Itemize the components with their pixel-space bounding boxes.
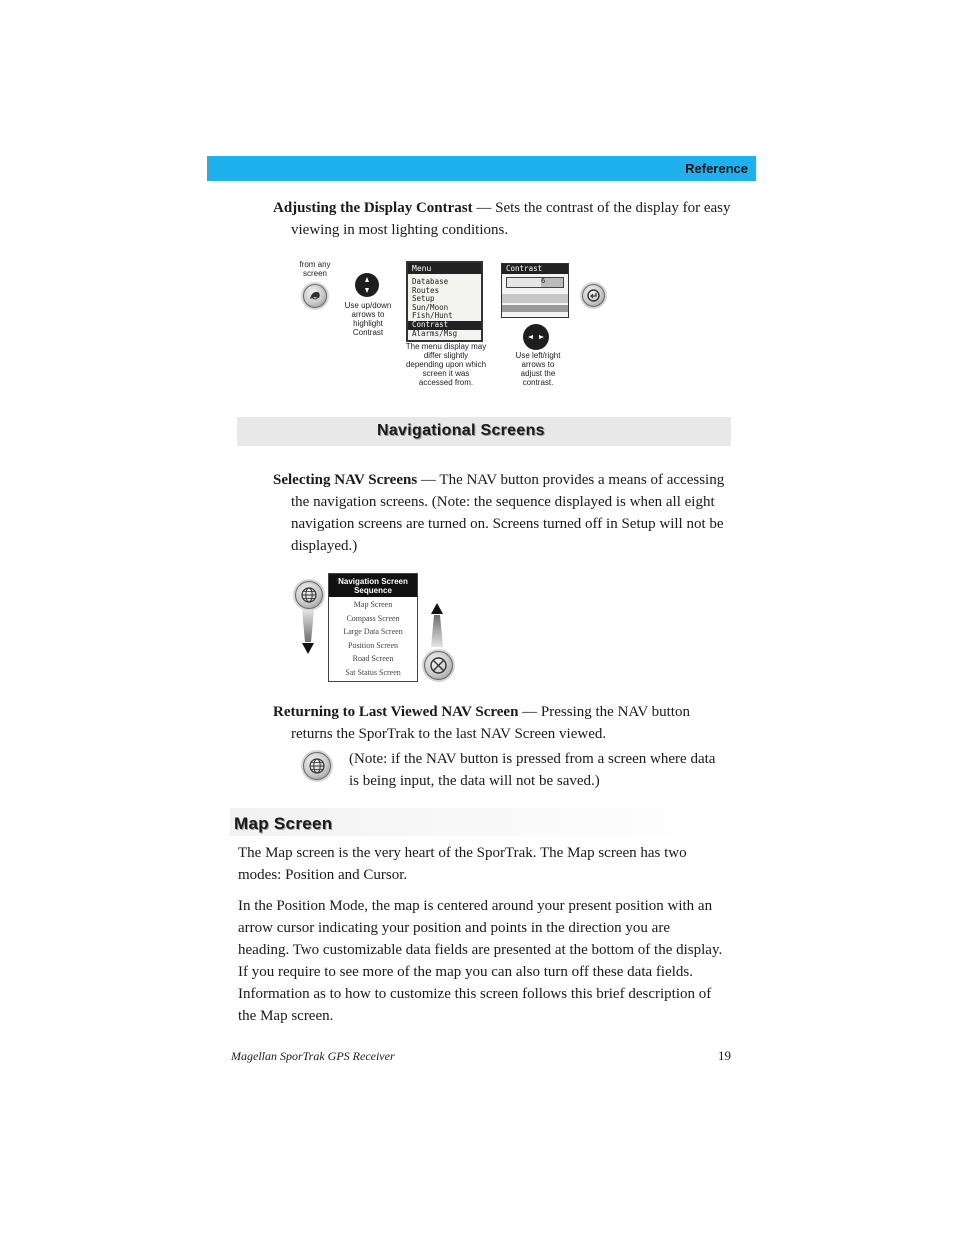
selecting-nav-lines: the navigation screens. (Note: the sequence displayed is when all eight navigation screens are turned on. Screens turned off in Setup will not be displayed.) — [291, 494, 724, 554]
menu-item: Alarms/Msg — [412, 328, 458, 338]
down-arrow-icon — [299, 610, 317, 655]
updown-arrow-icon — [355, 273, 379, 297]
selecting-nav-paragraph: Selecting NAV Screens — The NAV button provides a means of accessing — [273, 472, 725, 488]
section-title: Navigational Screens — [377, 422, 545, 439]
enter-button-icon — [582, 284, 605, 307]
reference-header-bar — [207, 156, 756, 181]
returning-note: (Note: if the NAV button is pressed from a screen where data is being input, the data will not be saved.) — [349, 751, 716, 789]
contrast-paragraph — [273, 197, 743, 219]
map-paragraph-1: The Map screen is the very heart of the SporTrak. The Map screen has two modes: Position and Cursor. — [238, 845, 687, 883]
menu-screen-image — [406, 261, 483, 342]
menu-item: Routes — [412, 285, 440, 295]
menu-item: Setup — [412, 294, 435, 304]
section-title: Map Screen — [234, 814, 333, 833]
sequence-item: Map Screen — [353, 600, 393, 609]
menu-item: Sun/Moon — [412, 302, 449, 312]
contrast-screen-title: Contrast — [502, 264, 568, 274]
returning-lead: Returning to Last Viewed NAV Screen — [273, 704, 519, 720]
section-label: Reference — [685, 161, 748, 176]
menu-item-selected: Contrast — [408, 321, 481, 330]
contrast-text: — Sets the contrast of the display for easy — [472, 200, 731, 216]
leftright-arrow-icon — [523, 324, 549, 350]
map-screen-header — [230, 808, 725, 836]
from-any-screen-caption: from any screen — [299, 260, 331, 278]
contrast-paragraph-line2: viewing in most lighting conditions. — [291, 222, 509, 238]
contrast-screen-image — [501, 263, 569, 318]
updown-caption: Use up/down arrows to highlight Contrast — [344, 301, 392, 337]
sequence-item: Large Data Screen — [343, 627, 403, 636]
contrast-value: 6 — [541, 277, 546, 285]
contrast-level-bar — [506, 277, 564, 288]
map-paragraph-2: In the Position Mode, the map is centered around your present position with an arrow cursor indicating your position and points in the direction you are heading. Two customizable data fields are presented at the bottom of the display. If you require to see more of the map you can also turn off these data fields. Information as to how to customize this screen follows this brief description of the Map screen. — [238, 898, 723, 1024]
nav-button-icon — [295, 581, 323, 609]
leftright-caption: Use left/right arrows to adjust the contrast. — [515, 351, 561, 387]
escape-button-icon — [424, 651, 453, 680]
sequence-item: Sat Status Screen — [345, 667, 401, 677]
footer-title: Magellan SporTrak GPS Receiver — [231, 1049, 395, 1063]
sequence-item: Road Screen — [352, 654, 394, 663]
contrast-lead: Adjusting the Display Contrast — [273, 200, 473, 216]
nav-sequence-box — [328, 573, 418, 682]
nav-button-icon — [303, 752, 331, 780]
selecting-lead: Selecting NAV Screens — [273, 472, 418, 488]
returning-paragraph: Returning to Last Viewed NAV Screen — Pressing the NAV button — [273, 704, 690, 720]
menu-button-icon — [303, 284, 327, 308]
menu-screen-title: Menu — [408, 263, 481, 274]
sequence-item: Compass Screen — [346, 613, 400, 623]
navigational-screens-header — [237, 417, 731, 446]
menu-item: Fish/Hunt — [412, 311, 453, 321]
returning-line2: returns the SporTrak to the last NAV Screen viewed. — [291, 726, 607, 742]
up-arrow-icon — [428, 603, 446, 647]
nav-sequence-heading: Navigation Screen Sequence — [329, 574, 417, 597]
menu-item: Database — [412, 277, 449, 286]
menu-display-caption: The menu display may differ slightly depending upon which screen it was accessed from. — [405, 342, 487, 387]
sequence-item: Position Screen — [348, 640, 398, 650]
page-number: 19 — [718, 1048, 731, 1063]
